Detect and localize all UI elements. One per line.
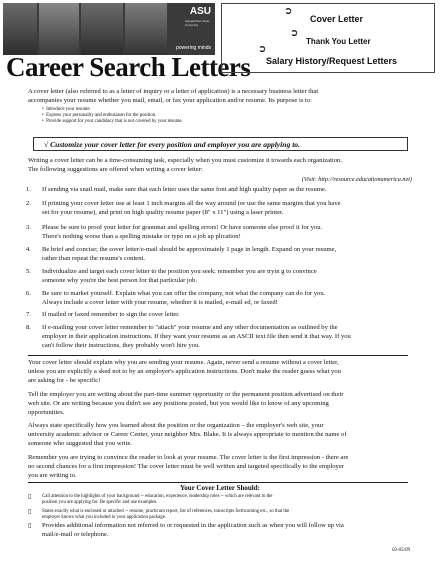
tip-number: 4. (26, 246, 31, 253)
tip-line: Individualize and target each cover letter to the position you seek; remember you are tryin g to convince (42, 268, 317, 275)
footer-date: 03-05/09 (391, 548, 410, 553)
should-heading: Your Cover Letter Should: (180, 484, 260, 492)
visit-link[interactable]: (Visit: http://resource.educationamerica.net) (301, 176, 412, 183)
para-line: are asking for - be specific! (28, 377, 101, 384)
para-line: The following suggestions are offered when writing a cover letter: (28, 166, 203, 173)
tip-line: Please be sure to proof your letter for grammar and spelling errors! Or have someone else proof it for you. (42, 224, 323, 231)
tip-line: Be brief and concise; the cover letter/e-mail should be approximately 1 page in length. Expand on your resume, (42, 246, 337, 253)
box-item-thank-you: Thank You Letter (306, 37, 371, 46)
tip-number: 1. (26, 186, 31, 193)
tip-line: If mailed or faxed remember to sign the cover letter. (42, 311, 180, 318)
tip-line: employer in their application instructions. If they want your resume as an ASCII text file then send it that way. If you (42, 333, 351, 340)
para-line: university academic advisor or Career Center, your neighbor Mrs. Blake. It is always appropriate to mention the name of (28, 431, 347, 438)
para-line: someone who suggested that you write. (28, 440, 133, 447)
arrow-bullet-icon: ➲ (284, 6, 293, 17)
divider (28, 355, 408, 356)
para-line: web site. Or are writing because you didn't see any positions posted, but you would like to know of any upcoming (28, 400, 329, 407)
page-title: Career Search Letters (6, 52, 251, 82)
callout-text: √ Customize your cover letter for every position and employer you are applying to. (44, 140, 301, 149)
intro-line: A cover letter (also referred to as a letter of inquiry or a letter of application) is a necessary business letter that (28, 88, 319, 95)
checkbox-bullet-icon: ▯ (28, 523, 32, 529)
intro-bullet: • Introduce your resume. (42, 107, 91, 112)
photo-panel (39, 3, 79, 55)
intro-bullet: • Express your personality and enthusiasm for the position. (42, 113, 157, 118)
tip-line: can't follow their instructions, they probably won't hire you. (42, 342, 201, 349)
tip-number: 2. (26, 200, 31, 207)
should-line: Provides additional information not referred to or requested in the application such as when you will follow up via (42, 522, 344, 529)
tip-line: If e-mailing your cover letter remember to "attach" your resume and any other documentation as outlined by the (42, 324, 338, 331)
para-line: Remember you are trying to convince the reader to look at your resume. The cover letter is the first impression - there are (28, 454, 349, 461)
arrow-bullet-icon: ➲ (258, 44, 267, 55)
letter-types-box (221, 3, 435, 73)
tip-line: There's nothing worse than a spelling mistake or typo on a job ap plication! (42, 233, 241, 240)
intro-line: accompanies your resume whether you mail, email, or fax your application and/or resume. Its purpose is to: (28, 97, 312, 104)
should-line: States exactly what is enclosed or attached -- resume, practicum report, list of references, transcripts forthcoming etc., so that the (42, 509, 290, 514)
header-banner-photo (3, 3, 215, 55)
should-line: mail/e-mail or telephone. (42, 531, 109, 538)
tip-line: If sending via snail mail, make sure that each letter uses the same font and high quality paper as the resume. (42, 186, 327, 193)
powering-minds-tagline: powering minds (175, 45, 211, 51)
para-line: Your cover letter should explain why you are sending your resume. Again, never send a resume without a cover letter, (28, 359, 339, 366)
should-line: Call attention to the highlights of your background -- education, experience, leadership roles -- which are relevant to the (42, 494, 273, 499)
tip-number: 5. (26, 268, 31, 275)
tip-line: If printing your cover letter use at least 1 inch margins all the way around (or use the same margins that you have (42, 200, 341, 207)
customize-callout (33, 137, 408, 151)
tip-number: 3. (26, 224, 31, 231)
checkbox-bullet-icon: ▯ (28, 509, 32, 515)
tip-line: rather than repeat the resume's content. (42, 255, 145, 262)
para-line: Tell the employer you are writing about the part-time summer opportunity or the permanent position advertised on their (28, 391, 344, 398)
tip-number: 7. (26, 311, 31, 318)
should-line: position you are applying for. Be specific and use examples. (42, 500, 158, 505)
asu-logo-subtitle: Appalachian State University (185, 19, 210, 27)
box-item-salary: Salary History/Request Letters (266, 56, 398, 66)
divider (28, 482, 408, 483)
tip-line: Be sure to market yourself. Explain what you can offer the company, not what the company can do for you. (42, 290, 326, 297)
para-line: you are writing to. (28, 472, 77, 479)
tip-line: someone why you're the best person for that particular job. (42, 277, 197, 284)
tip-line: Always include a cover letter with your resume, whether it is mailed, e-mail ed, or faxed! (42, 299, 278, 306)
photo-panel (3, 3, 37, 55)
arrow-bullet-icon: ➲ (290, 28, 299, 39)
tip-number: 6. (26, 290, 31, 297)
para-line: Writing a cover letter can be a time-consuming task, especially when you must customize it towards each organization. (28, 157, 342, 164)
asu-logo: ASU (189, 6, 211, 17)
box-item-cover-letter: Cover Letter (310, 14, 364, 24)
para-line: Always state specifically how you learned about the position or the organization – the employer's web site, your (28, 422, 324, 429)
photo-panel (125, 3, 167, 55)
should-line: employer knows what you included in your application package. (42, 515, 167, 520)
para-line: opportunities. (28, 409, 65, 416)
para-line: unless you are explicitly a sked not to by an employer's application instructions. Don't make the reader guess what you (28, 368, 341, 375)
intro-bullet: • Provide support for your candidacy that is not covered by your resume. (42, 119, 183, 124)
tip-number: 8. (26, 324, 31, 331)
checkbox-bullet-icon: ▯ (28, 494, 32, 500)
photo-panel (81, 3, 123, 55)
tip-line: set for your resume), and print on high quality resume paper (8" x 11") using a laser printer. (42, 209, 284, 216)
para-line: no second chances for a first impression! The cover letter must be well written and targeted specifically to the employer (28, 463, 344, 470)
